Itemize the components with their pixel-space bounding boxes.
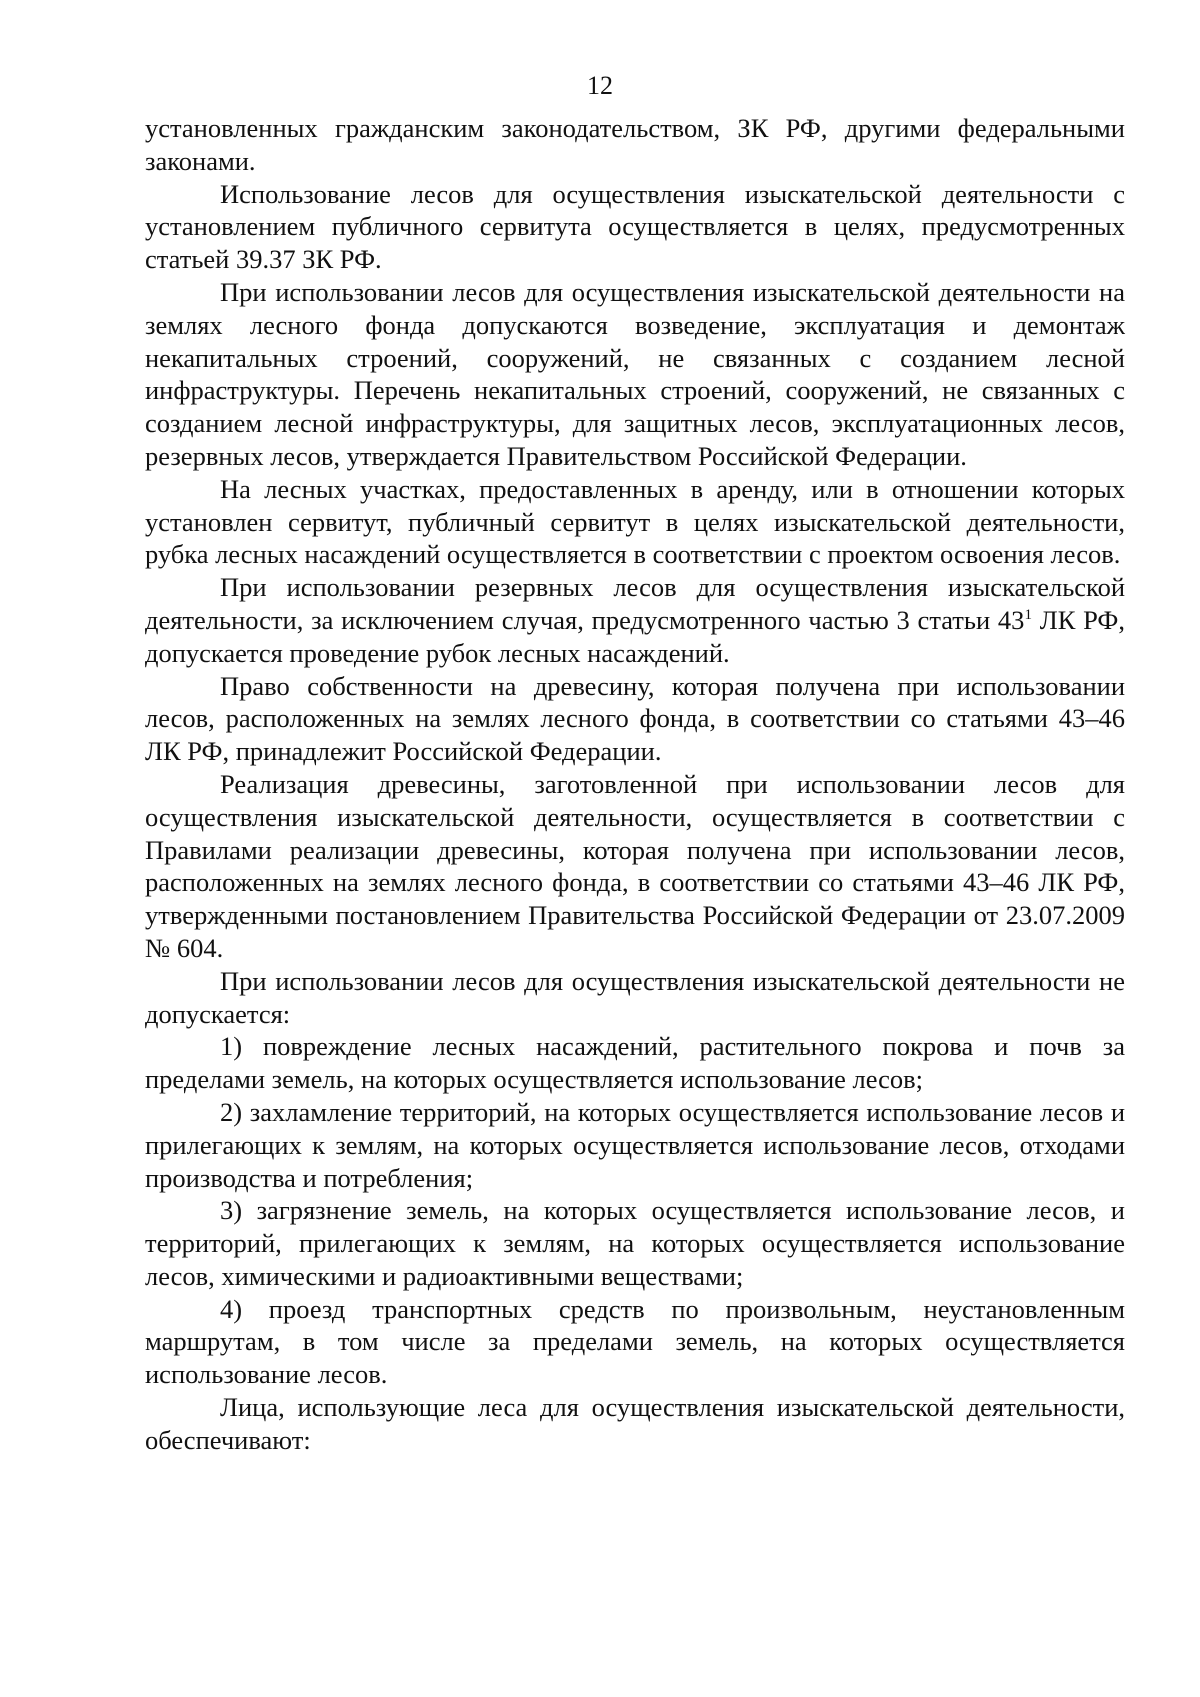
paragraph-public-servitude: Использование лесов для осуществления изыскательской деятельности с установлением публичного сервитута осуществляется в целях, предусмотренных статьей 39.37 ЗК РФ. bbox=[145, 178, 1125, 275]
paragraph-reserve-forests bbox=[145, 571, 1125, 669]
list-item-2: 2) захламление территорий, на которых осуществляется использование лесов и прилегающих к землям, на которых осуществляется использование лесов, отходами производства и потребления; bbox=[145, 1096, 1125, 1193]
list-item-3: 3) загрязнение земель, на которых осуществляется использование лесов, и территорий, прилегающих к землям, на которых осуществляется использование лесов, химическими и радиоактивными веществами; bbox=[145, 1195, 1125, 1291]
paragraph-continuation: установленных гражданским законодательством, ЗК РФ, другими федеральными законами. bbox=[145, 113, 1125, 176]
paragraph-prohibited-intro: При использовании лесов для осуществления изыскательской деятельности не допускается: bbox=[145, 965, 1125, 1029]
page-number: 12 bbox=[587, 71, 613, 100]
list-item-1: 1) повреждение лесных насаждений, растительного покрова и почв за пределами земель, на которых осуществляется использование лесов; bbox=[145, 1031, 1125, 1095]
paragraph-leased-plots: На лесных участках, предоставленных в аренду, или в отношении которых установлен сервитут, публичный сервитут в целях изыскательской деятельности, рубка лесных насаждений осуществляется в соответствии с проектом освоения лесов. bbox=[145, 473, 1125, 570]
list-item-4: 4) проезд транспортных средств по произвольным, неустановленным маршрутам, в том числе за пределами земель, на которых осуществляется использование лесов. bbox=[145, 1293, 1125, 1390]
paragraph-wood-ownership: Право собственности на древесину, которая получена при использовании лесов, расположенных на землях лесного фонда, в соответствии со статьями 43–46 ЛК РФ, принадлежит Российской Федерации. bbox=[145, 670, 1125, 767]
paragraph-reserve-forests-text-end: ЛК РФ, допускается проведение рубок лесных насаждений. bbox=[145, 604, 1125, 668]
article-superscript: 1 bbox=[1024, 606, 1032, 623]
paragraph-wood-sale: Реализация древесины, заготовленной при использовании лесов для осуществления изыскательской деятельности, осуществляется в соответствии с Правилами реализации древесины, которая получена при использовании лесов, расположенных на землях лесного фонда, в соответствии со статьями 43–46 ЛК РФ, утвержденными постановлением Правительства Российской Федерации от 23.07.2009 № 604. bbox=[145, 768, 1125, 963]
paragraph-obligations-intro: Лица, использующие леса для осуществления изыскательской деятельности, обеспечивают: bbox=[145, 1392, 1125, 1455]
paragraph-reserve-forests-text: При использовании резервных лесов для осуществления изыскательской деятельности, за исключением случая, предусмотренного частью 3 статьи 43 bbox=[145, 572, 1125, 635]
document-body bbox=[145, 112, 1125, 1457]
paragraph-non-capital-structures: При использовании лесов для осуществления изыскательской деятельности на землях лесного фонда допускаются возведение, эксплуатация и демонтаж некапитальных строений, сооружений, не связанных с созданием лесной инфраструктуры. Перечень некапитальных строений, сооружений, не связанных с созданием лесной инфраструктуры, для защитных лесов, эксплуатационных лесов, резервных лесов, утверждается Правительством Российской Федерации. bbox=[145, 276, 1125, 471]
